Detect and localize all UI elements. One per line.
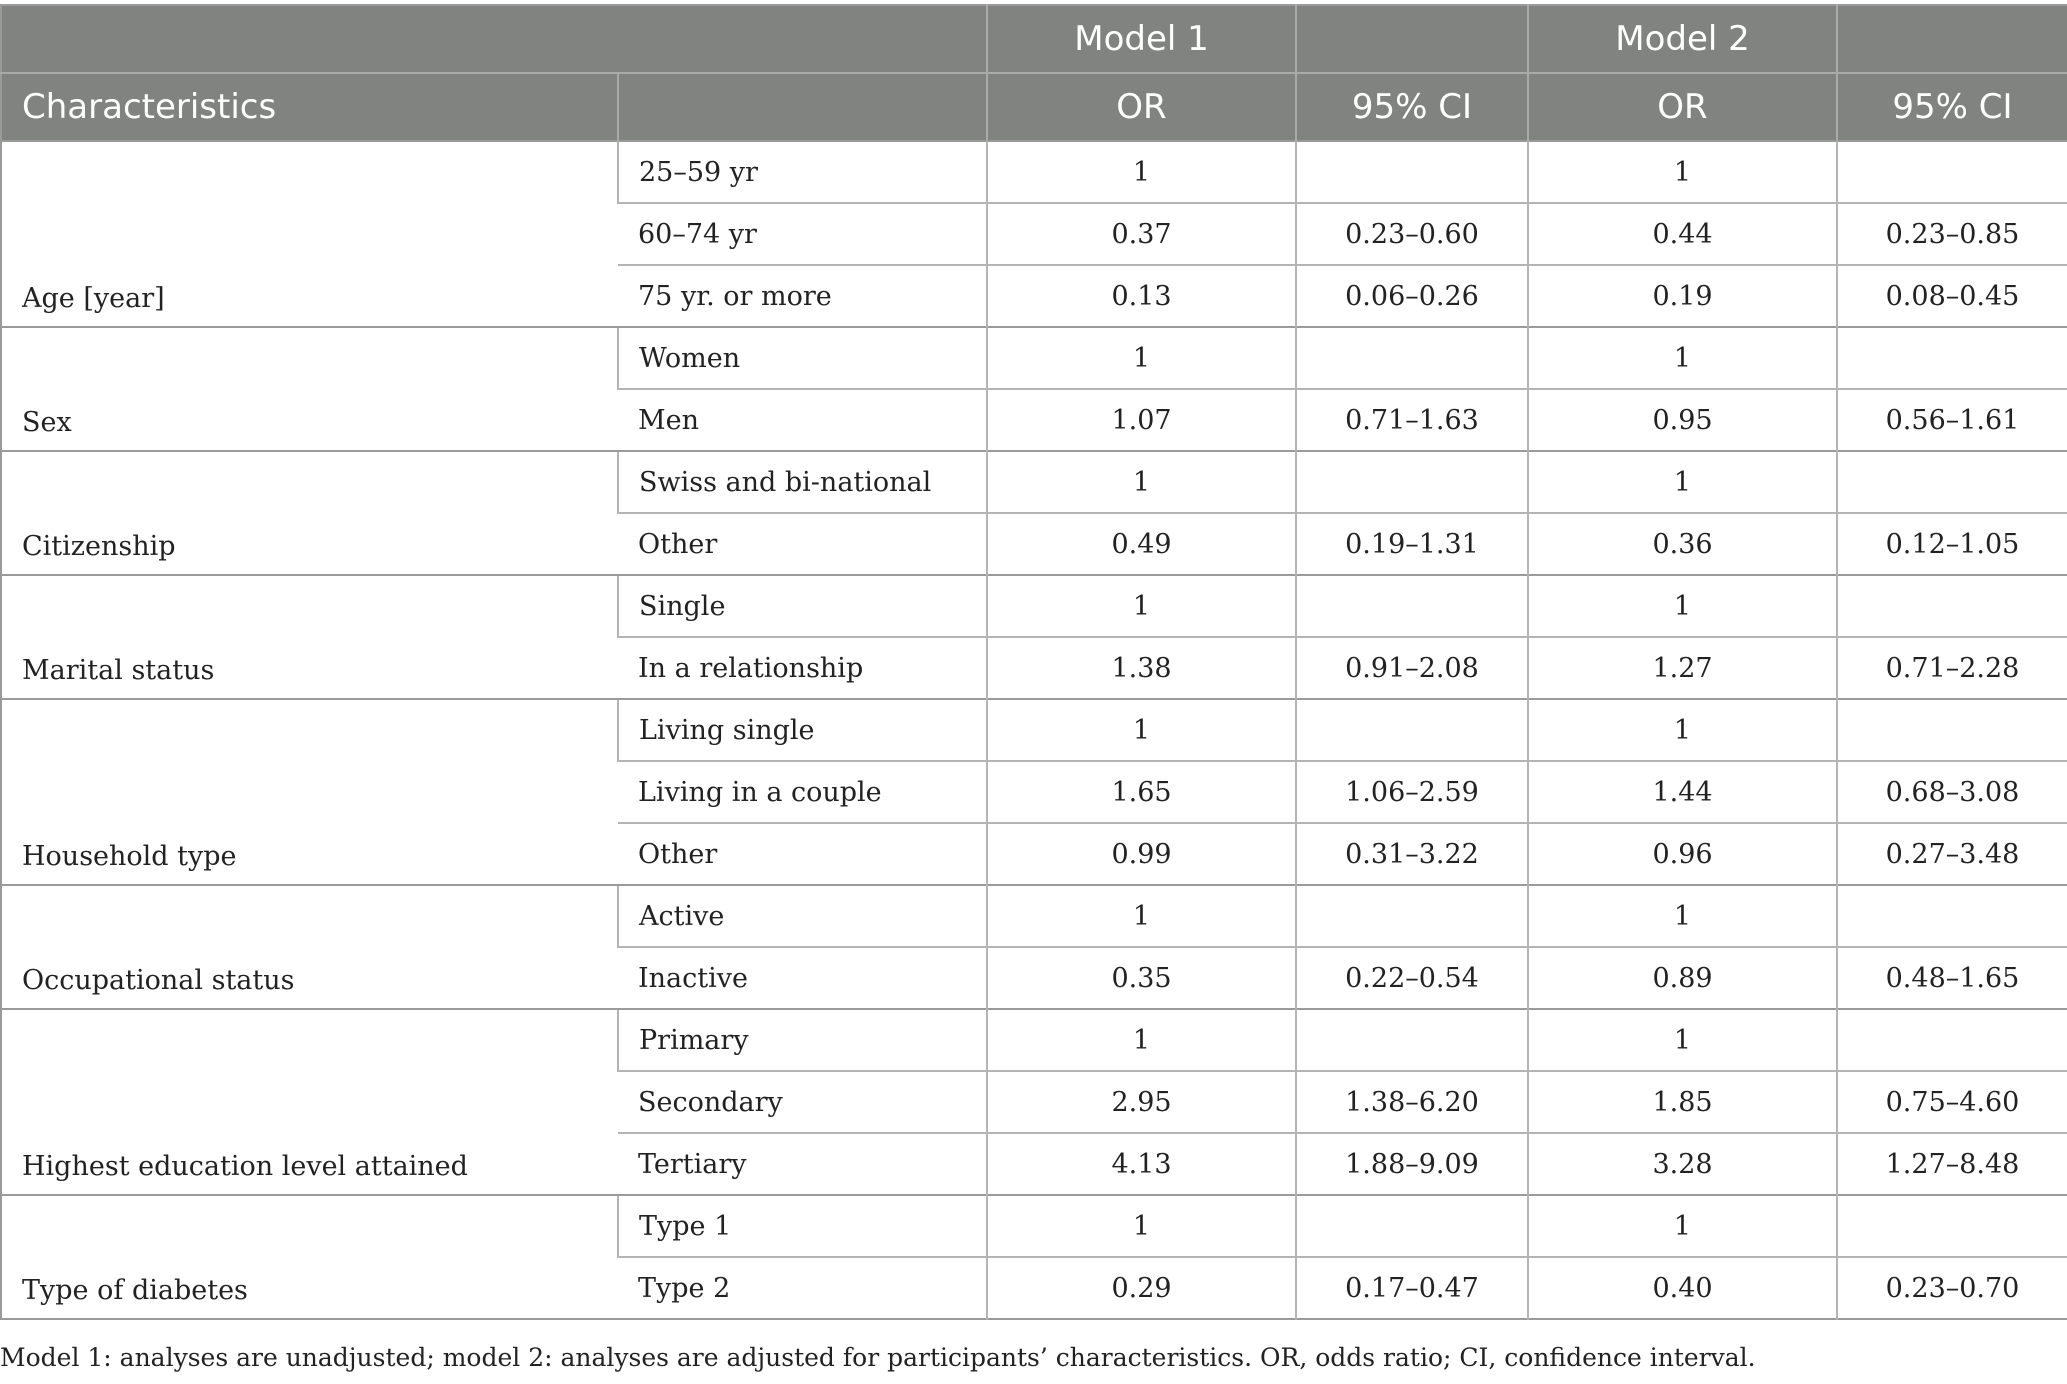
table-row [1,451,2067,513]
table-row [1,1009,2067,1071]
or-model1-cell: 1 [987,1009,1296,1071]
header-characteristics: Characteristics [1,73,618,141]
header-ci-model1: 95% CI [1296,73,1528,141]
level-cell: Primary [618,1009,987,1071]
or-model2-cell: 0.96 [1528,823,1837,885]
level-cell: Men [618,389,987,451]
or-model2-cell: 1.85 [1528,1071,1837,1133]
header-empty-cell [1,5,618,73]
table-row [1,699,2067,761]
or-model2-cell: 3.28 [1528,1133,1837,1195]
characteristic-cell: Household type [1,699,618,885]
ci-model1-cell: 1.06–2.59 [1296,761,1528,823]
or-model2-cell: 1 [1528,699,1837,761]
characteristic-cell: Marital status [1,575,618,699]
characteristic-cell: Highest education level attained [1,1009,618,1195]
or-model2-cell: 1.27 [1528,637,1837,699]
ci-model1-cell [1296,1195,1528,1257]
level-cell: 25–59 yr [618,141,987,203]
ci-model2-cell [1837,1009,2067,1071]
ci-model1-cell: 0.23–0.60 [1296,203,1528,265]
or-model2-cell: 0.89 [1528,947,1837,1009]
ci-model2-cell [1837,699,2067,761]
ci-model2-cell [1837,885,2067,947]
ci-model2-cell: 1.27–8.48 [1837,1133,2067,1195]
ci-model2-cell [1837,1195,2067,1257]
or-model2-cell: 1 [1528,141,1837,203]
ci-model2-cell: 0.27–3.48 [1837,823,2067,885]
or-model1-cell: 0.35 [987,947,1296,1009]
or-model2-cell: 0.95 [1528,389,1837,451]
header-or-model2: OR [1528,73,1837,141]
or-model2-cell: 0.36 [1528,513,1837,575]
level-cell: Other [618,823,987,885]
or-model1-cell: 0.29 [987,1257,1296,1319]
or-model2-cell: 1 [1528,1009,1837,1071]
level-cell: Tertiary [618,1133,987,1195]
or-model1-cell: 1 [987,451,1296,513]
ci-model2-cell [1837,327,2067,389]
table-row [1,327,2067,389]
header-level [618,73,987,141]
ci-model1-cell [1296,885,1528,947]
ci-model2-cell: 0.56–1.61 [1837,389,2067,451]
header-row-columns [1,73,2067,141]
characteristic-cell: Sex [1,327,618,451]
or-model2-cell: 1 [1528,885,1837,947]
header-row-models [1,5,2067,73]
header-or-model1: OR [987,73,1296,141]
header-empty-cell [618,5,987,73]
odds-ratio-table [0,4,2067,1320]
ci-model1-cell: 0.91–2.08 [1296,637,1528,699]
or-model1-cell: 0.99 [987,823,1296,885]
or-model2-cell: 0.44 [1528,203,1837,265]
or-model1-cell: 1.38 [987,637,1296,699]
level-cell: Women [618,327,987,389]
level-cell: Swiss and bi-national [618,451,987,513]
ci-model1-cell [1296,1009,1528,1071]
ci-model2-cell: 0.48–1.65 [1837,947,2067,1009]
characteristic-cell: Type of diabetes [1,1195,618,1319]
level-cell: 60–74 yr [618,203,987,265]
ci-model1-cell: 0.19–1.31 [1296,513,1528,575]
ci-model2-cell [1837,575,2067,637]
level-cell: 75 yr. or more [618,265,987,327]
or-model2-cell: 1 [1528,575,1837,637]
ci-model1-cell [1296,327,1528,389]
or-model1-cell: 0.49 [987,513,1296,575]
level-cell: In a relationship [618,637,987,699]
level-cell: Other [618,513,987,575]
or-model1-cell: 1.07 [987,389,1296,451]
ci-model2-cell: 0.75–4.60 [1837,1071,2067,1133]
ci-model1-cell [1296,575,1528,637]
or-model1-cell: 4.13 [987,1133,1296,1195]
header-model1: Model 1 [987,5,1296,73]
or-model2-cell: 1 [1528,1195,1837,1257]
ci-model1-cell [1296,451,1528,513]
table-body [1,141,2067,1319]
level-cell: Single [618,575,987,637]
ci-model2-cell [1837,141,2067,203]
header-empty-cell [1837,5,2067,73]
header-ci-model2: 95% CI [1837,73,2067,141]
or-model1-cell: 2.95 [987,1071,1296,1133]
table-row [1,1195,2067,1257]
or-model1-cell: 1 [987,1195,1296,1257]
or-model1-cell: 1.65 [987,761,1296,823]
ci-model1-cell: 1.88–9.09 [1296,1133,1528,1195]
ci-model1-cell: 0.71–1.63 [1296,389,1528,451]
or-model1-cell: 0.37 [987,203,1296,265]
ci-model2-cell: 0.23–0.85 [1837,203,2067,265]
ci-model2-cell: 0.68–3.08 [1837,761,2067,823]
ci-model1-cell [1296,699,1528,761]
level-cell: Living single [618,699,987,761]
table-container [0,4,2067,1320]
or-model2-cell: 0.19 [1528,265,1837,327]
table-header [1,5,2067,141]
level-cell: Secondary [618,1071,987,1133]
ci-model2-cell: 0.08–0.45 [1837,265,2067,327]
level-cell: Inactive [618,947,987,1009]
table-row [1,885,2067,947]
or-model1-cell: 1 [987,885,1296,947]
characteristic-cell: Citizenship [1,451,618,575]
header-empty-cell [1296,5,1528,73]
ci-model1-cell: 1.38–6.20 [1296,1071,1528,1133]
ci-model1-cell: 0.17–0.47 [1296,1257,1528,1319]
or-model2-cell: 1 [1528,451,1837,513]
or-model1-cell: 1 [987,141,1296,203]
or-model2-cell: 1.44 [1528,761,1837,823]
ci-model2-cell [1837,451,2067,513]
ci-model2-cell: 0.23–0.70 [1837,1257,2067,1319]
or-model1-cell: 1 [987,575,1296,637]
level-cell: Active [618,885,987,947]
ci-model2-cell: 0.12–1.05 [1837,513,2067,575]
ci-model1-cell [1296,141,1528,203]
ci-model1-cell: 0.06–0.26 [1296,265,1528,327]
level-cell: Type 2 [618,1257,987,1319]
table-row [1,141,2067,203]
level-cell: Living in a couple [618,761,987,823]
or-model1-cell: 0.13 [987,265,1296,327]
table-footnote: Model 1: analyses are unadjusted; model 2: analyses are adjusted for participants’ characteristics. OR, odds ratio; CI, confidence interval. [0,1343,1756,1372]
characteristic-cell: Age [year] [1,141,618,327]
or-model2-cell: 1 [1528,327,1837,389]
or-model1-cell: 1 [987,327,1296,389]
or-model1-cell: 1 [987,699,1296,761]
ci-model1-cell: 0.31–3.22 [1296,823,1528,885]
table-row [1,575,2067,637]
level-cell: Type 1 [618,1195,987,1257]
or-model2-cell: 0.40 [1528,1257,1837,1319]
header-model2: Model 2 [1528,5,1837,73]
ci-model2-cell: 0.71–2.28 [1837,637,2067,699]
ci-model1-cell: 0.22–0.54 [1296,947,1528,1009]
characteristic-cell: Occupational status [1,885,618,1009]
